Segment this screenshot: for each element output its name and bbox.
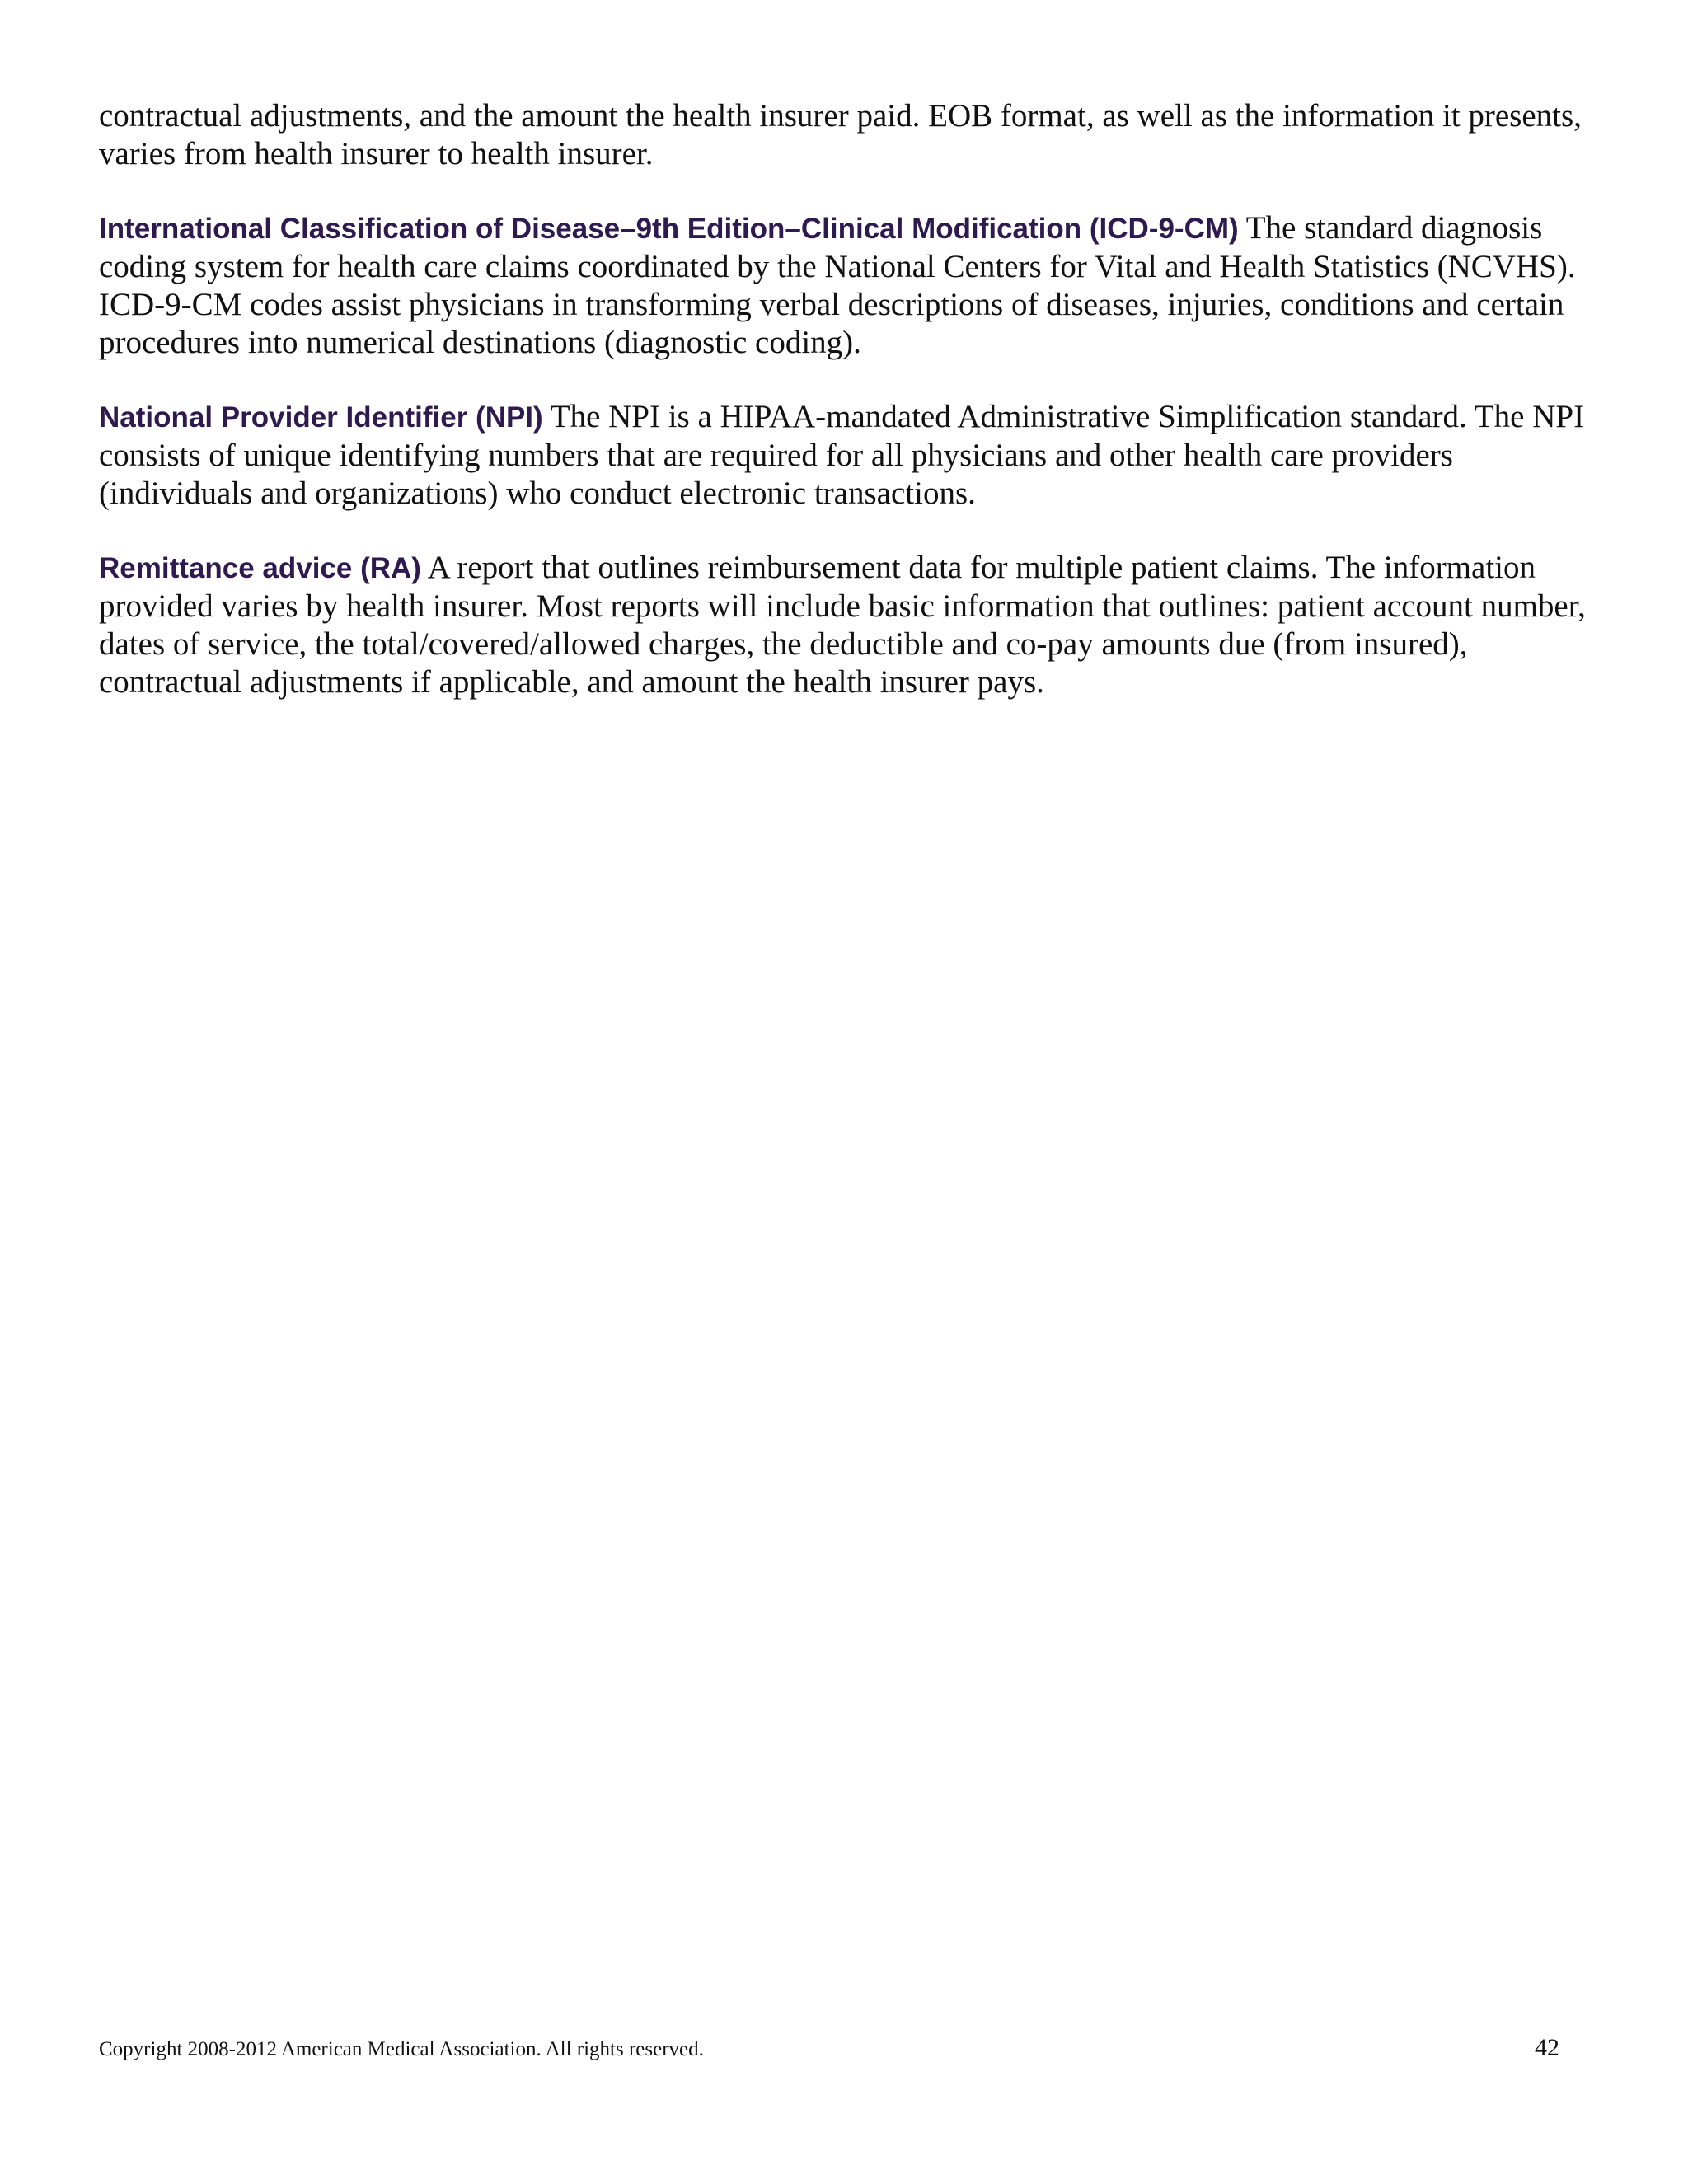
footer-copyright: Copyright 2008-2012 American Medical Association. All rights reserved.: [99, 2038, 704, 2060]
glossary-definition: The NPI is a HIPAA-mandated Administrative Simplification standard. The NPI consists of unique identifying numbers that are required for all physicians and other health care providers (individuals and organizations) who conduct electronic transactions.: [99, 399, 1585, 511]
glossary-definition: The standard diagnosis coding system for health care claims coordinated by the National Centers for Vital and Health Statistics (NCVHS). ICD-9-CM codes assist physicians in transforming verbal descriptions of diseases, injuries, conditions and certain procedures into numerical destinations (diagnostic coding).: [99, 210, 1576, 360]
glossary-term: International Classification of Disease–9th Edition–Clinical Modification (ICD-9-CM): [99, 213, 1239, 245]
document-body: [99, 97, 1599, 738]
glossary-term: Remittance advice (RA): [99, 552, 421, 584]
page-number: 42: [1535, 2034, 1559, 2061]
glossary-entry-icd-9-cm: [99, 209, 1599, 362]
glossary-definition: A report that outlines reimbursement data for multiple patient claims. The information provided varies by health insurer. Most reports will include basic information that outlines: patient account number, dates of service, the total/covered/allowed charges, the deductible and co-pay amounts due (from insured), contractual adjustments if applicable, and amount the health insurer pays.: [99, 550, 1586, 700]
intro-paragraph: [99, 97, 1599, 173]
glossary-term: National Provider Identifier (NPI): [99, 401, 543, 434]
intro-text: contractual adjustments, and the amount the health insurer paid. EOB format, as well as the information it presents, varies from health insurer to health insurer.: [99, 98, 1582, 171]
glossary-entry-ra: [99, 549, 1599, 701]
glossary-entry-npi: [99, 398, 1599, 513]
